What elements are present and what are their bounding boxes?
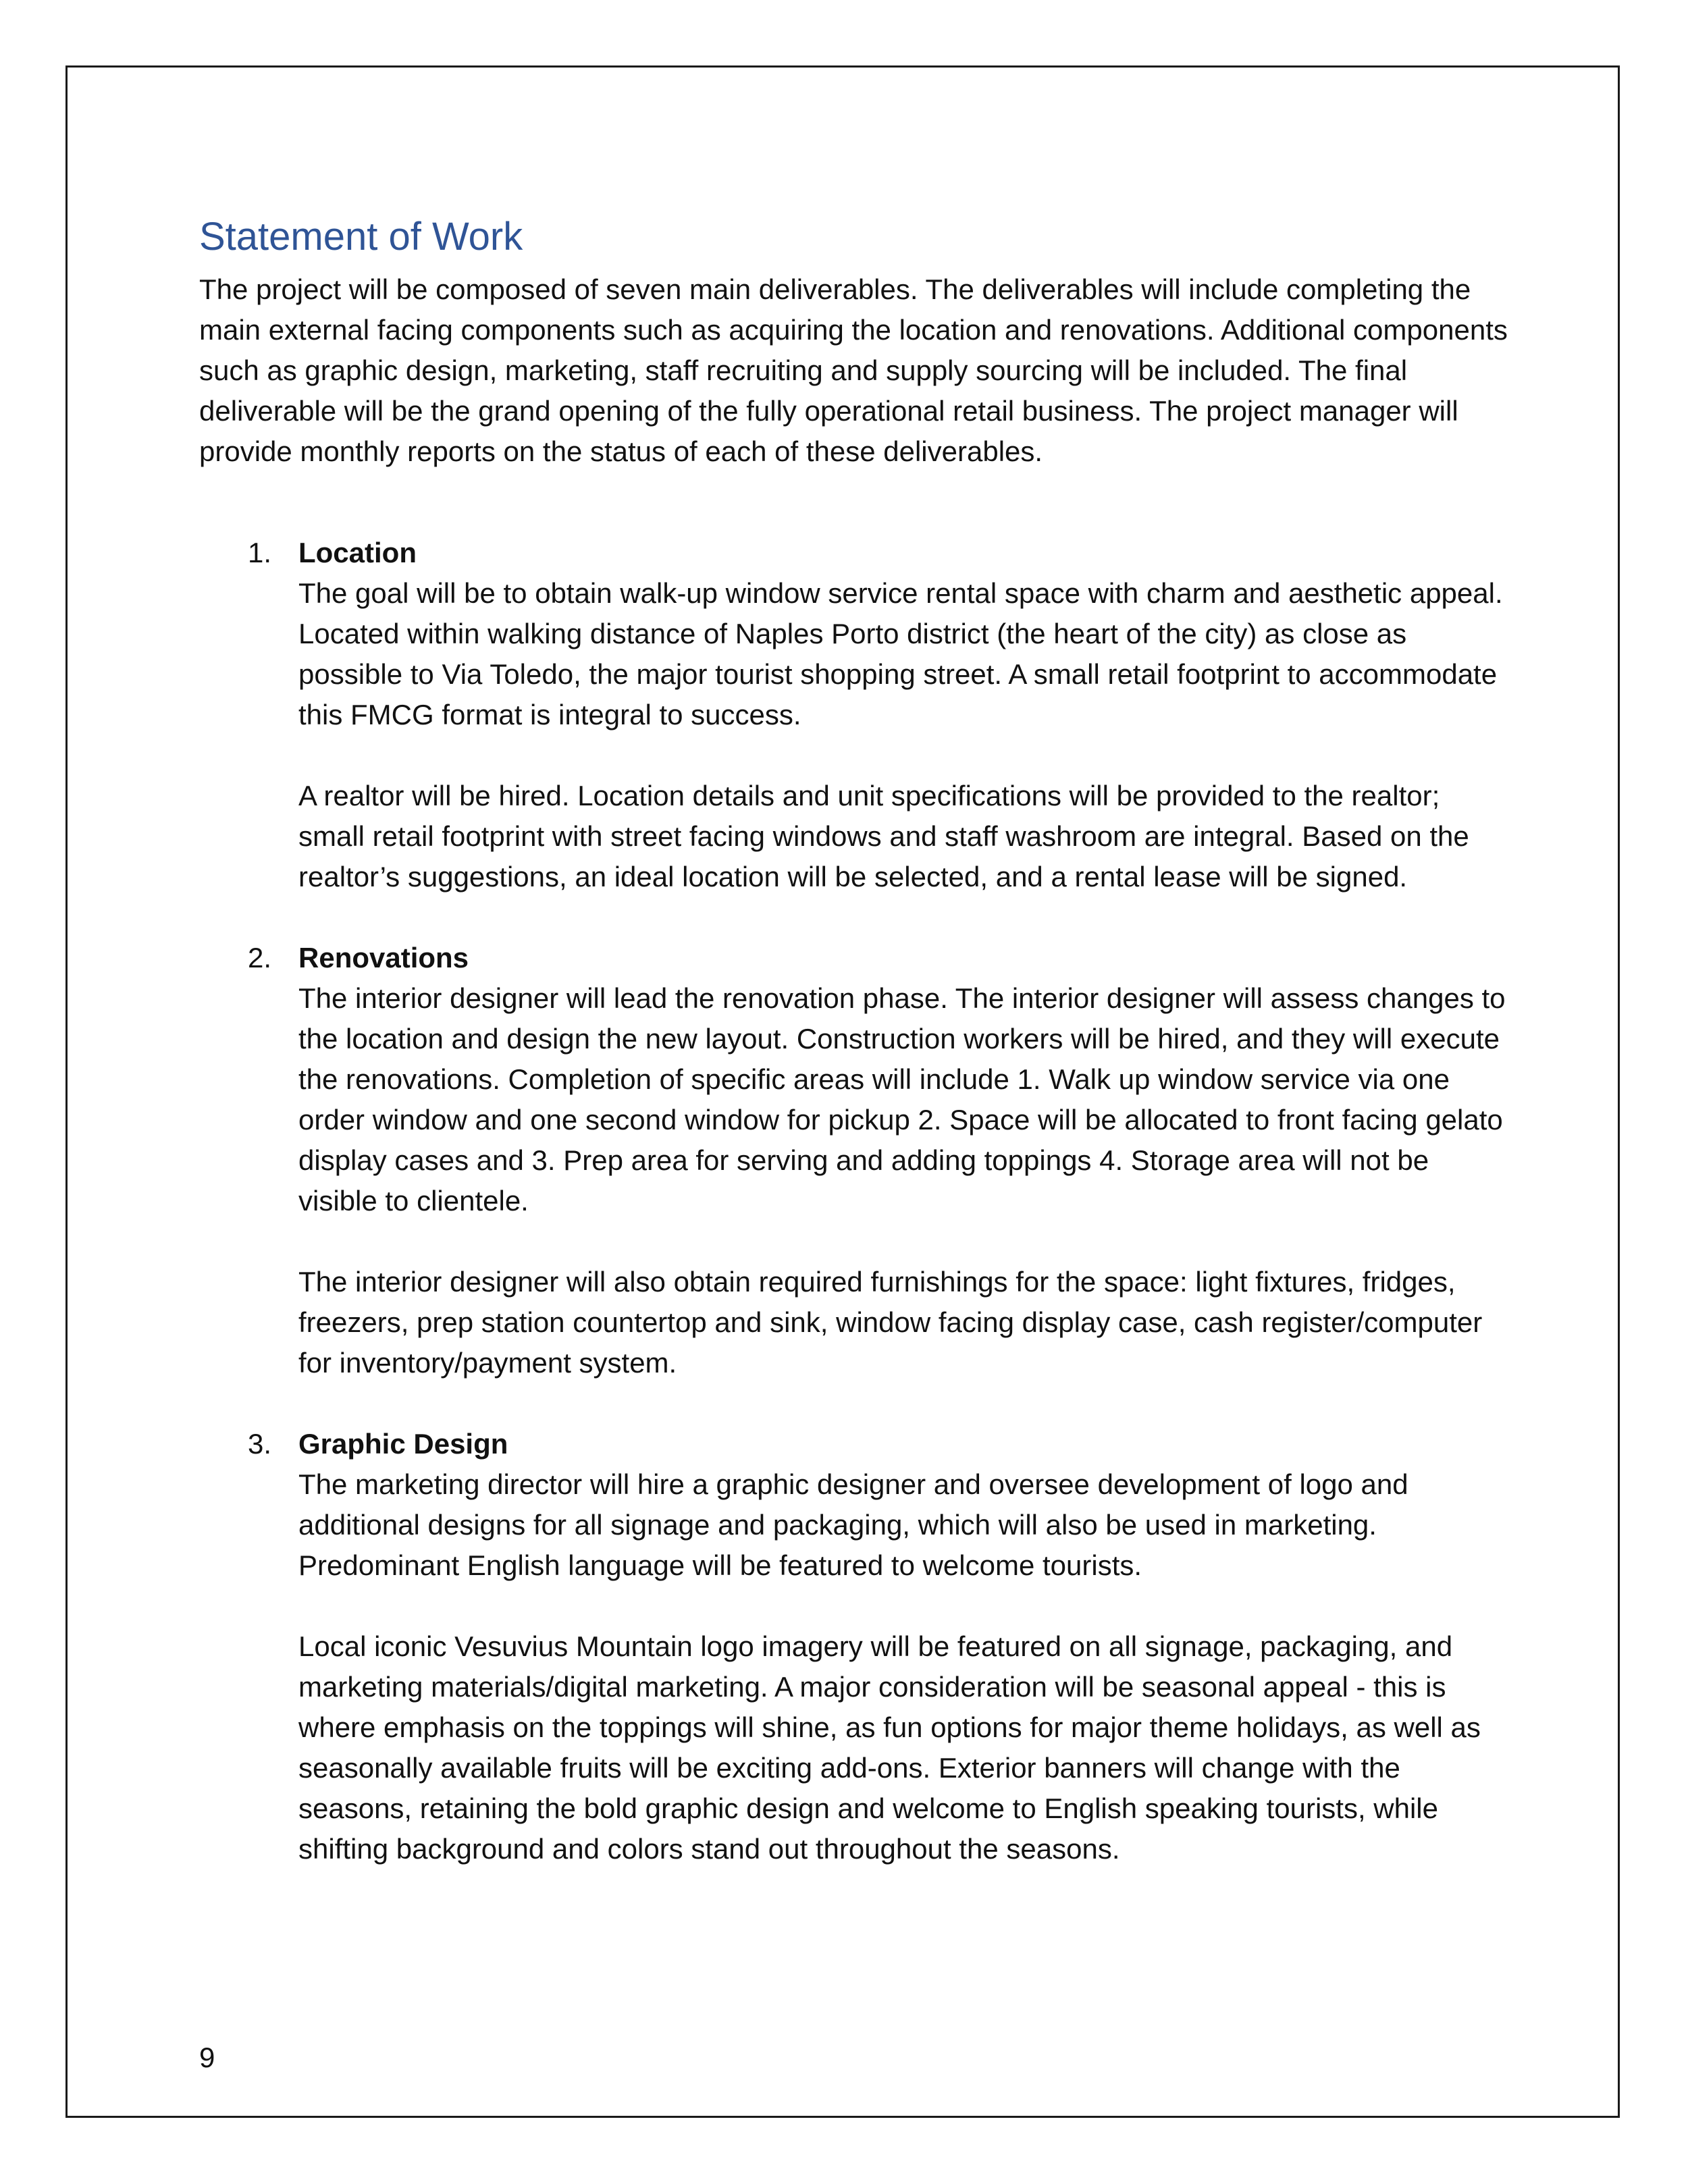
section-heading: Statement of Work — [199, 215, 523, 259]
item-paragraph: The interior designer will lead the renovation phase. The interior designer will assess changes to the location and design the new layout. Construction workers will be hired, and they will execute the renovations. Completion of specific areas will include 1. Walk up window service via one order window and one second window for pickup 2. Space will be allocated to front facing gelato display cases and 3. Prep area for serving and adding toppings 4. Storage area will not be visible to clientele. — [298, 982, 1506, 1217]
item-paragraph: The goal will be to obtain walk-up window service rental space with charm and aesthetic appeal. Located within walking distance of Naples Porto district (the heart of the city) as close as possible to Via Toledo, the major tourist shopping street. A small retail footprint to accommodate this FMCG format is integral to success. — [298, 577, 1503, 730]
item-number: 2. — [248, 942, 272, 974]
item-number: 3. — [248, 1428, 272, 1460]
item-paragraph: Local iconic Vesuvius Mountain logo imagery will be featured on all signage, packaging, and marketing materials/digital marketing. A major consideration will be seasonal appeal - this is where emphasis on the toppings will shine, as fun options for major theme holidays, as well as seasonally available fruits will be exciting add-ons. Exterior banners will change with the seasons, retaining the bold graphic design and welcome to English speaking tourists, while shifting background and colors stand out throughout the seasons. — [298, 1630, 1481, 1865]
page-content — [199, 213, 1509, 1910]
page-number: 9 — [199, 2042, 215, 2073]
list-item — [199, 1424, 1509, 1869]
deliverables-list — [199, 533, 1509, 1869]
list-item — [199, 938, 1509, 1383]
item-title: Renovations — [298, 942, 469, 974]
list-item — [199, 533, 1509, 897]
item-paragraph: The marketing director will hire a graphic designer and oversee development of logo and additional designs for all signage and packaging, which will also be used in marketing. Predominant English language will be featured to welcome tourists. — [298, 1468, 1408, 1581]
item-title: Location — [298, 537, 417, 568]
intro-paragraph: The project will be composed of seven main deliverables. The deliverables will include completing the main external facing components such as acquiring the location and renovations. Additional components such as graphic design, marketing, staff recruiting and supply sourcing will be included. The final deliverable will be the grand opening of the fully operational retail business. The project manager will provide monthly reports on the status of each of these deliverables. — [199, 273, 1508, 467]
item-number: 1. — [248, 537, 272, 568]
item-title: Graphic Design — [298, 1428, 508, 1460]
item-paragraph: The interior designer will also obtain required furnishings for the space: light fixtures, fridges, freezers, prep station countertop and sink, window facing display case, cash register/computer for inventory/payment system. — [298, 1266, 1483, 1379]
item-paragraph: A realtor will be hired. Location details and unit specifications will be provided to the realtor; small retail footprint with street facing windows and staff washroom are integral. Based on the realtor’s suggestions, an ideal location will be selected, and a rental lease will be signed. — [298, 780, 1469, 893]
